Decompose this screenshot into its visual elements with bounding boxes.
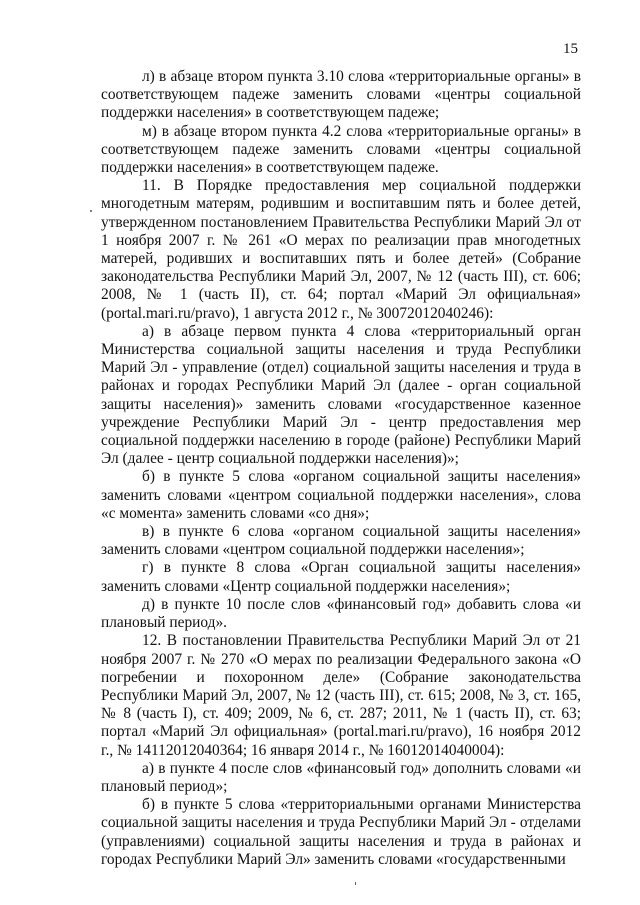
paragraph-l: л) в абзаце втором пункта 3.10 слова «территориальные органы» в соответствующем падеже заменить словами «центры социальной поддержки населения» в соответствующем падеже; — [101, 68, 581, 122]
paragraph-12-b: б) в пункте 5 слова «территориальными органами Министерства социальной защиты населения и труда Республики Марий Эл - отделами (управлениями) социальной защиты населения и труда в районах и городах Республики Марий Эл» заменить словами «государственными — [101, 796, 581, 868]
paragraph-11-a: а) в абзаце первом пункта 4 слова «территориальный орган Министерства социальной защиты населения и труда Республики Марий Эл - управление (отдел) социальной защиты населения и труда в районах и городах Республики Марий Эл (далее - орган социальной защиты населения)» заменить словами «государственное казенное учреждение Республики Марий Эл - центр предоставления мер социальной поддержки населению в городе (районе) Республики Марий Эл (далее - центр социальной поддержки населения)»; — [101, 322, 581, 468]
paragraph-11-d: д) в пункте 10 после слов «финансовый год» добавить слова «и плановый период». — [101, 595, 581, 632]
paragraph-11: 11. В Порядке предоставления мер социальной поддержки многодетным матерям, родившим и воспитавшим пять и более детей, утвержденном постановлением Правительства Республики Марий Эл от 1 ноября 2007 г. № 261 «О мерах по реализации прав многодетных матерей, родивших и воспитавших пять и более детей» (Собрание законодательства Республики Марий Эл, 2007, № 12 (часть III), ст. 606; 2008, № 1 (часть II), ст. 64; портал «Марий Эл официальная» (portal.mari.ru/pravo), 1 августа 2012 г., № 30072012040246): — [101, 177, 581, 322]
paragraph-12-a: а) в пункте 4 после слов «финансовый год» дополнить словами «и плановый период»; — [101, 759, 581, 795]
document-body — [101, 68, 581, 869]
paragraph-11-b: б) в пункте 5 слова «органом социальной защиты населения» заменить словами «центром социальной поддержки населения», слова «с момента» заменить словами «со дня»; — [101, 468, 581, 522]
paragraph-11-g: г) в пункте 8 слова «Орган социальной защиты населения» заменить словами «Центр социальной поддержки населения»; — [101, 559, 581, 595]
paragraph-11-v: в) в пункте 6 слова «органом социальной защиты населения» заменить словами «центром социальной поддержки населения»; — [101, 523, 581, 559]
scan-speck — [355, 882, 356, 885]
scan-speck — [90, 210, 92, 212]
paragraph-m: м) в абзаце втором пункта 4.2 слова «территориальные органы» в соответствующем падеже заменить словами «центры социальной поддержки населения» в соответствующем падеже. — [101, 122, 581, 177]
paragraph-12: 12. В постановлении Правительства Республики Марий Эл от 21 ноября 2007 г. № 270 «О мерах по реализации Федерального закона «О погребении и похоронном деле» (Собрание законодательства Республики Марий Эл, 2007, № 12 (часть III), ст. 615; 2008, № 3, ст. 165, № 8 (часть I), ст. 409; 2009, № 6, ст. 287; 2011, № 1 (часть II), ст. 63; портал «Марий Эл официальная» (portal.mari.ru/pravo), 16 ноября 2012 г., № 14112012040364; 16 января 2014 г., № 16012014040004): — [101, 632, 581, 759]
page-number: 15 — [563, 41, 578, 57]
